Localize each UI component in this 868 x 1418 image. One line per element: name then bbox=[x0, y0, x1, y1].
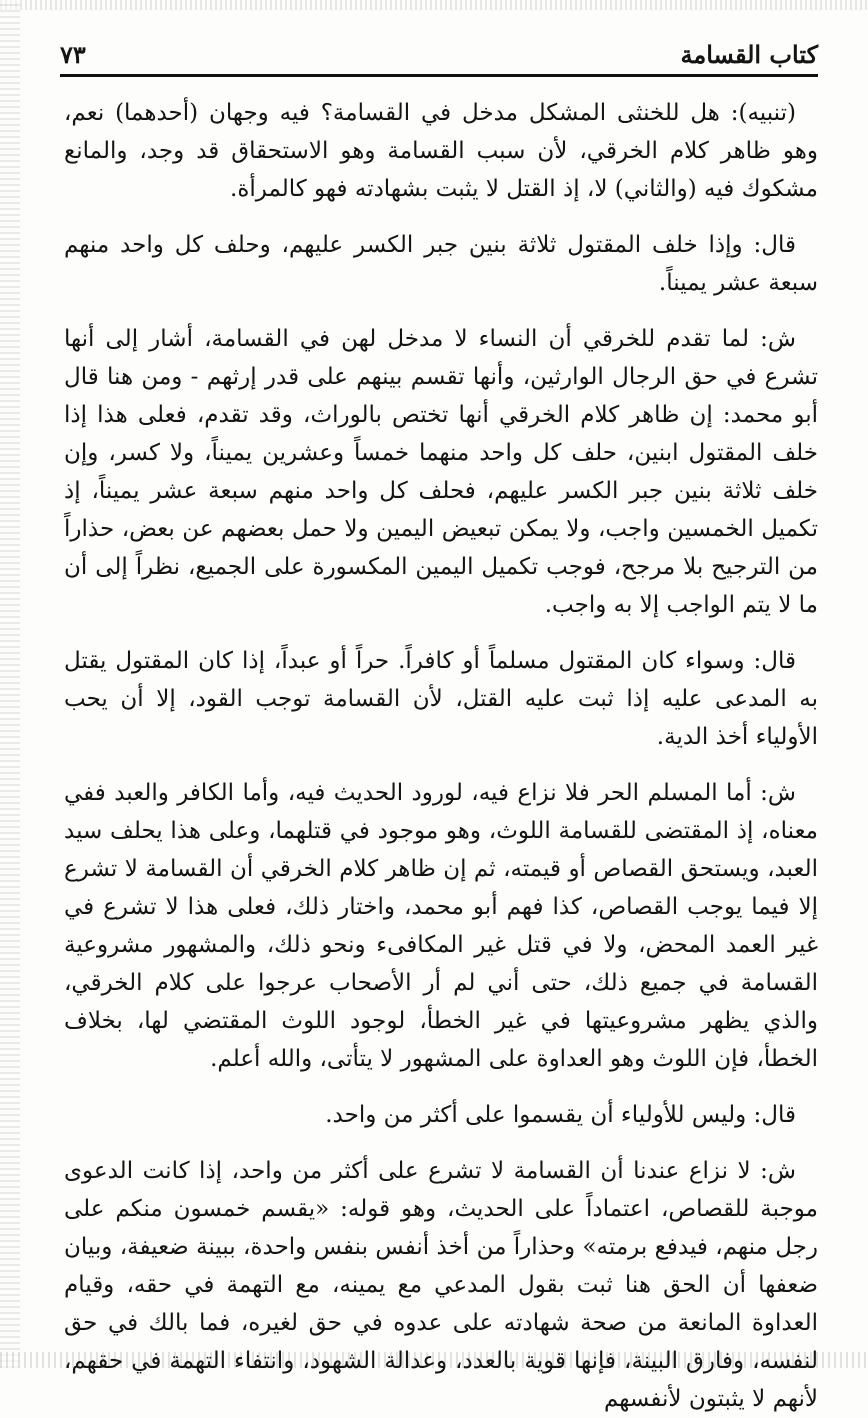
paragraph-sharh-1: ش: لما تقدم للخرقي أن النساء لا مدخل لهن في القسامة، أشار إلى أنها تشرع في حق الرجال الوارثين، وأنها تقسم بينهم على قدر إرثهم - ومن هنا قال أبو محمد: إن ظاهر كلام الخرقي أنها تختص بالوراث، وقد تقدم، فعلى هذا إذا خلف المقتول ابنين، حلف كل واحد منهما خمساً وعشرين يميناً، ولا كسر، وإن خلف ثلاثة بنين جبر الكسر عليهم، فحلف كل واحد منهم سبعة عشر يميناً، إذ تكميل الخمسين واجب، ولا يمكن تبعيض اليمين ولا حمل بعضهم عن بعض، حذاراً من الترجيح بلا مرجح، فوجب تكميل اليمين المكسورة على الجميع، نظراً إلى أن ما لا يتم الواجب إلا به واجب. bbox=[64, 326, 818, 618]
paragraph-sharh-3: ش: لا نزاع عندنا أن القسامة لا تشرع على أكثر من واحد، إذا كانت الدعوى موجبة للقصاص، اعتماداً على الحديث، وهو قوله: «يقسم خمسون منكم على رجل منهم، فيدفع برمته» وحذاراً من أخذ أنفس بنفس واحدة، ببينة ضعيفة، وبيان ضعفها أن الحق هنا ثبت بقول المدعي مع يمينه، مع التهمة في حقه، وقيام العداوة المانعة من صحة شهادته على عدوه في حق لغيره، فما بالك في حق لنفسه، وفارق البينة، فإنها قوية بالعدد، وعدالة الشهود، وانتفاء التهمة في حقهم، لأنهم لا يثبتون لأنفسهم bbox=[64, 1158, 818, 1412]
page-number: ٧٣ bbox=[60, 40, 86, 69]
paragraph-qala-1: قال: وإذا خلف المقتول ثلاثة بنين جبر الكسر عليهم، وحلف كل واحد منهم سبعة عشر يميناً. bbox=[64, 232, 818, 296]
paragraph-sharh-2: ش: أما المسلم الحر فلا نزاع فيه، لورود الحديث فيه، وأما الكافر والعبد ففي معناه، إذ المقتضى للقسامة اللوث، وهو موجود في قتلهما، وعلى هذا يحلف سيد العبد، ويستحق القصاص أو قيمته، ثم إن ظاهر كلام الخرقي أن القسامة لا تشرع إلا فيما يوجب القصاص، كذا فهم أبو محمد، واختار ذلك، فعلى هذا لا تشرع في غير العمد المحض، ولا في قتل غير المكافىء ونحو ذلك، والمشهور مشروعية القسامة في جميع ذلك، حتى أني لم أر الأصحاب عرجوا على كلام الخرقي، والذي يظهر مشروعيتها في غير الخطأ، لوجود اللوث المقتضي لها، بخلاف الخطأ، فإن اللوث وهو العداوة على المشهور لا يتأتى، والله أعلم. bbox=[64, 780, 818, 1072]
page-header bbox=[60, 34, 818, 77]
page-body bbox=[64, 94, 818, 1412]
paragraph-qala-3: قال: وليس للأولياء أن يقسموا على أكثر من واحد. bbox=[325, 1102, 796, 1128]
paragraph-qala-2: قال: وسواء كان المقتول مسلماً أو كافراً. حراً أو عبداً، إذا كان المقتول يقتل به المدعى عليه إذا ثبت عليه القتل، لأن القسامة توجب القود، إلا أن يحب الأولياء أخذ الدية. bbox=[64, 648, 818, 750]
page-edge-top bbox=[0, 0, 868, 10]
paragraph-tanbih: (تنبيه): هل للخنثى المشكل مدخل في القسامة؟ فيه وجهان (أحدهما) نعم، وهو ظاهر كلام الخرقي، لأن سبب القسامة وهو الاستحقاق قد وجد، والمانع مشكوك فيه (والثاني) لا، إذ القتل لا يثبت بشهادته فهو كالمرأة. bbox=[64, 100, 818, 202]
running-title: كتاب القسامة bbox=[680, 40, 818, 69]
page-edge-left bbox=[0, 0, 20, 1368]
